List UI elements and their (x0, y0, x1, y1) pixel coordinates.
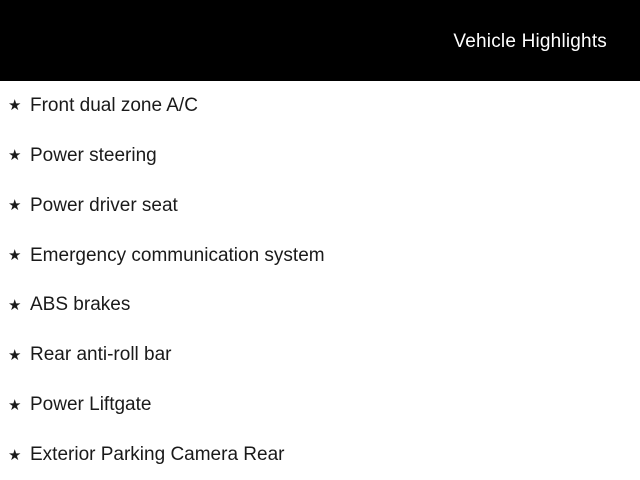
feature-label: Power steering (30, 144, 157, 166)
star-icon: ★ (8, 197, 22, 215)
star-icon: ★ (8, 396, 22, 414)
star-icon: ★ (8, 296, 22, 314)
feature-label: Rear anti-roll bar (30, 344, 172, 366)
feature-item (0, 380, 640, 430)
feature-item (0, 231, 640, 281)
star-icon: ★ (8, 147, 22, 165)
feature-item (0, 430, 640, 480)
feature-item (0, 330, 640, 380)
feature-label: Emergency communication system (30, 244, 325, 266)
feature-label: Exterior Parking Camera Rear (30, 444, 285, 466)
star-icon: ★ (8, 97, 22, 115)
feature-label: Front dual zone A/C (30, 94, 198, 116)
star-icon: ★ (8, 346, 22, 364)
page-title: Vehicle Highlights (453, 31, 607, 52)
feature-item (0, 181, 640, 231)
feature-label: Power driver seat (30, 194, 178, 216)
header-bar (0, 0, 640, 81)
feature-item (0, 81, 640, 131)
feature-item (0, 131, 640, 181)
feature-item (0, 281, 640, 331)
feature-label: ABS brakes (30, 294, 131, 316)
star-icon: ★ (8, 446, 22, 464)
feature-label: Power Liftgate (30, 394, 152, 416)
feature-list (0, 81, 640, 480)
star-icon: ★ (8, 247, 22, 265)
